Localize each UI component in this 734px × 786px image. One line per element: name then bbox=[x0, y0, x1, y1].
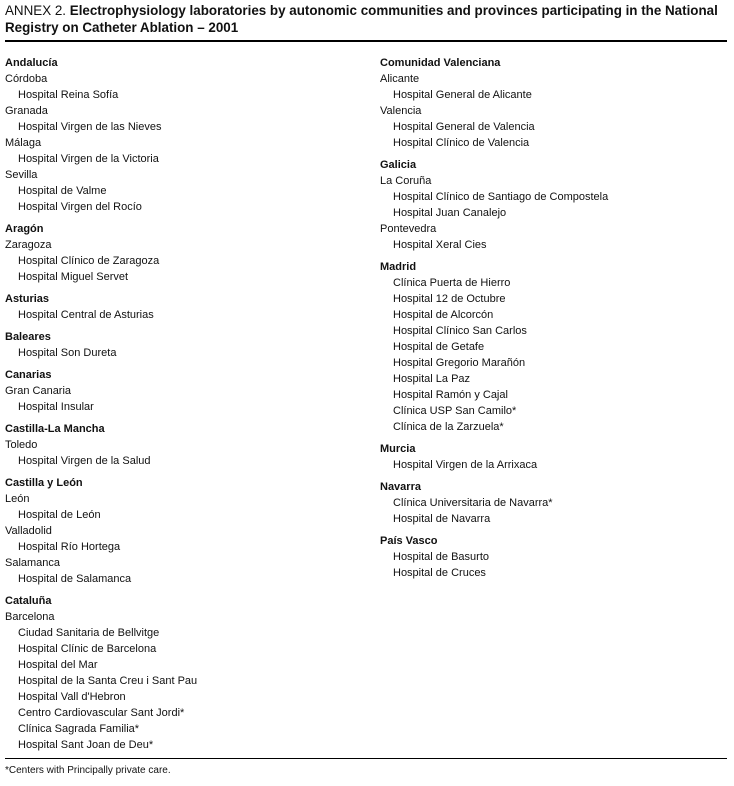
top-rule bbox=[5, 40, 727, 42]
community-block bbox=[380, 441, 730, 473]
hospital-item: Hospital de la Santa Creu i Sant Pau bbox=[18, 675, 198, 687]
hospital-item: Hospital Virgen de la Victoria bbox=[18, 153, 159, 165]
hospital-item: Clínica Sagrada Familia* bbox=[18, 723, 140, 735]
hospital-item: Clínica Universitaria de Navarra* bbox=[393, 497, 553, 509]
hospital-item: Hospital Xeral Cies bbox=[393, 239, 487, 251]
community-name: Canarias bbox=[5, 369, 52, 381]
province-name: Salamanca bbox=[5, 557, 61, 569]
hospital-item: Clínica Puerta de Hierro bbox=[393, 277, 511, 289]
province-name: Pontevedra bbox=[380, 223, 437, 235]
community-name: Baleares bbox=[5, 331, 51, 343]
community-name: Aragón bbox=[5, 223, 44, 235]
right-column bbox=[380, 55, 730, 587]
left-column bbox=[5, 55, 365, 759]
hospital-item: Hospital Gregorio Marañón bbox=[393, 357, 526, 369]
hospital-item: Hospital 12 de Octubre bbox=[393, 293, 506, 305]
province-name: Alicante bbox=[380, 73, 420, 85]
community-block bbox=[380, 259, 730, 435]
hospital-item: Hospital General de Alicante bbox=[393, 89, 532, 101]
community-name: Cataluña bbox=[5, 595, 52, 607]
hospital-item: Hospital de Cruces bbox=[393, 567, 486, 579]
province-name: Valladolid bbox=[5, 525, 52, 537]
hospital-item: Ciudad Sanitaria de Bellvitge bbox=[18, 627, 160, 639]
hospital-item: Hospital de Navarra bbox=[393, 513, 491, 525]
community-block bbox=[5, 421, 365, 469]
community-name: Asturias bbox=[5, 293, 50, 305]
community-name: Murcia bbox=[380, 443, 416, 455]
hospital-item: Hospital Miguel Servet bbox=[18, 271, 129, 283]
bottom-rule bbox=[5, 758, 727, 759]
footnote: *Centers with Principally private care. bbox=[5, 765, 171, 776]
province-name: Gran Canaria bbox=[5, 385, 72, 397]
hospital-item: Hospital de León bbox=[18, 509, 101, 521]
annex-title bbox=[5, 2, 727, 36]
hospital-item: Hospital Virgen del Rocío bbox=[18, 201, 142, 213]
hospital-item: Hospital Clínico de Santiago de Compostela bbox=[393, 191, 609, 203]
province-name: Granada bbox=[5, 105, 48, 117]
community-name: Madrid bbox=[380, 261, 417, 273]
community-block bbox=[5, 55, 365, 215]
province-name: León bbox=[5, 493, 30, 505]
community-name: País Vasco bbox=[380, 535, 438, 547]
hospital-item: Hospital Reina Sofía bbox=[18, 89, 119, 101]
hospital-item: Hospital de Alcorcón bbox=[393, 309, 494, 321]
hospital-item: Hospital del Mar bbox=[18, 659, 98, 671]
community-block bbox=[380, 533, 730, 581]
hospital-item: Hospital Ramón y Cajal bbox=[393, 389, 508, 401]
province-name: Barcelona bbox=[5, 611, 55, 623]
hospital-item: Hospital Clínico San Carlos bbox=[393, 325, 527, 337]
annex-label: ANNEX 2. bbox=[5, 3, 67, 18]
community-block bbox=[5, 367, 365, 415]
community-block bbox=[380, 157, 730, 253]
hospital-item: Hospital Vall d'Hebron bbox=[18, 691, 126, 703]
province-name: Valencia bbox=[380, 105, 422, 117]
community-name: Castilla y León bbox=[5, 477, 83, 489]
province-name: Sevilla bbox=[5, 169, 38, 181]
community-block bbox=[5, 291, 365, 323]
hospital-item: Hospital de Getafe bbox=[393, 341, 485, 353]
hospital-item: Hospital Son Dureta bbox=[18, 347, 117, 359]
hospital-item: Hospital Río Hortega bbox=[18, 541, 121, 553]
hospital-item: Hospital de Valme bbox=[18, 185, 107, 197]
province-name: Zaragoza bbox=[5, 239, 52, 251]
hospital-item: Hospital Virgen de la Arrixaca bbox=[393, 459, 538, 471]
hospital-item: Hospital de Basurto bbox=[393, 551, 489, 563]
hospital-item: Hospital Clínic de Barcelona bbox=[18, 643, 157, 655]
community-name: Castilla-La Mancha bbox=[5, 423, 105, 435]
hospital-item: Clínica USP San Camilo* bbox=[393, 405, 517, 417]
community-block bbox=[5, 329, 365, 361]
hospital-item: Hospital Sant Joan de Deu* bbox=[18, 739, 154, 751]
annex-heading: Electrophysiology laboratories by autonomic communities and provinces participating in the National Registry on Catheter Ablation – 2001 bbox=[5, 3, 718, 35]
community-block bbox=[380, 55, 730, 151]
community-block bbox=[380, 479, 730, 527]
province-name: La Coruña bbox=[380, 175, 432, 187]
hospital-item: Clínica de la Zarzuela* bbox=[393, 421, 504, 433]
community-name: Andalucía bbox=[5, 57, 58, 69]
hospital-item: Hospital General de Valencia bbox=[393, 121, 535, 133]
province-name: Córdoba bbox=[5, 73, 48, 85]
hospital-item: Hospital Clínico de Zaragoza bbox=[18, 255, 160, 267]
hospital-item: Hospital Insular bbox=[18, 401, 94, 413]
community-block bbox=[5, 221, 365, 285]
community-name: Navarra bbox=[380, 481, 421, 493]
community-name: Galicia bbox=[380, 159, 417, 171]
community-block bbox=[5, 593, 365, 753]
hospital-item: Centro Cardiovascular Sant Jordi* bbox=[18, 707, 185, 719]
hospital-item: Hospital Virgen de la Salud bbox=[18, 455, 151, 467]
hospital-item: Hospital Clínico de Valencia bbox=[393, 137, 530, 149]
community-name: Comunidad Valenciana bbox=[380, 57, 501, 69]
hospital-item: Hospital de Salamanca bbox=[18, 573, 132, 585]
province-name: Málaga bbox=[5, 137, 42, 149]
community-block bbox=[5, 475, 365, 587]
hospital-item: Hospital Juan Canalejo bbox=[393, 207, 507, 219]
hospital-item: Hospital Central de Asturias bbox=[18, 309, 154, 321]
province-name: Toledo bbox=[5, 439, 38, 451]
hospital-item: Hospital La Paz bbox=[393, 373, 471, 385]
hospital-item: Hospital Virgen de las Nieves bbox=[18, 121, 162, 133]
